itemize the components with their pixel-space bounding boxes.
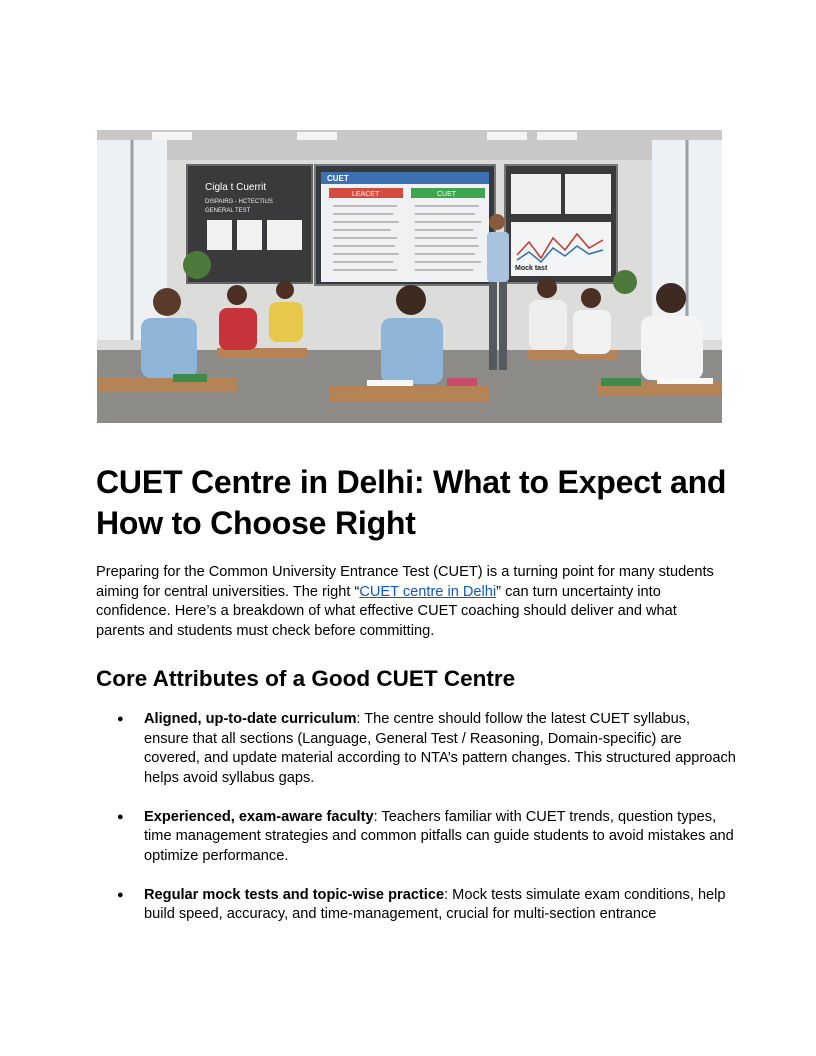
list-item-title: Aligned, up-to-date curriculum: [144, 711, 357, 727]
list-item-text: : Mock tests simulate exam conditions, help build speed, accuracy, and time-management, crucial for multi-section entrance: [144, 886, 726, 922]
page-title: CUET Centre in Delhi: What to Expect and How to Choose Right: [96, 464, 727, 541]
board-center-col1: LEACET: [352, 191, 380, 198]
center-board: [315, 165, 495, 285]
bullet-marker: ●: [117, 888, 124, 901]
board-left-line2: DISPAIRG - HCTECTIUS: [205, 199, 273, 205]
right-board: [505, 165, 617, 283]
board-left-line1: Cigla t Cuerrit: [205, 182, 267, 193]
attributes-list: [96, 710, 736, 925]
list-item-text: : Teachers familiar with CUET trends, question types, time management strategies and common pitfalls can guide students to avoid mistakes and optimize performance.: [144, 808, 734, 864]
list-item-text: : The centre should follow the latest CUET syllabus, ensure that all sections (Language, General Test / Reasoning, Domain-specific) are covered, and update material according to NTA’s pattern changes. This structured approach helps avoid syllabus gaps.: [144, 711, 736, 786]
list-item: [96, 886, 736, 925]
list-item-title: Experienced, exam-aware faculty: [144, 808, 374, 825]
intro-paragraph: [96, 563, 724, 641]
board-right-label: Mock tast: [515, 265, 548, 272]
hero-classroom-image: [97, 130, 722, 423]
list-item: [96, 710, 736, 788]
bullet-marker: ●: [117, 810, 124, 823]
board-center-col2: CUET: [437, 191, 457, 198]
list-item: [96, 808, 736, 867]
board-center-title: CUET: [327, 174, 349, 183]
section-heading: Core Attributes of a Good CUET Centre: [96, 666, 516, 691]
list-item-title: Regular mock tests and topic-wise practice: [144, 886, 445, 903]
bullet-marker: ●: [117, 713, 124, 725]
intro-text-before-link: Preparing for the Common University Entrance Test (CUET) is a turning point for many students aiming for central universities. The right “: [96, 564, 714, 600]
intro-text-after-link: ” can turn uncertainty into confidence. Here’s a breakdown of what effective CUET coaching should deliver and what parents and students must check before committing.: [96, 583, 677, 639]
cuet-centre-link[interactable]: CUET centre in Delhi: [359, 583, 497, 600]
board-left-line3: GENERAL TEST: [205, 208, 251, 214]
